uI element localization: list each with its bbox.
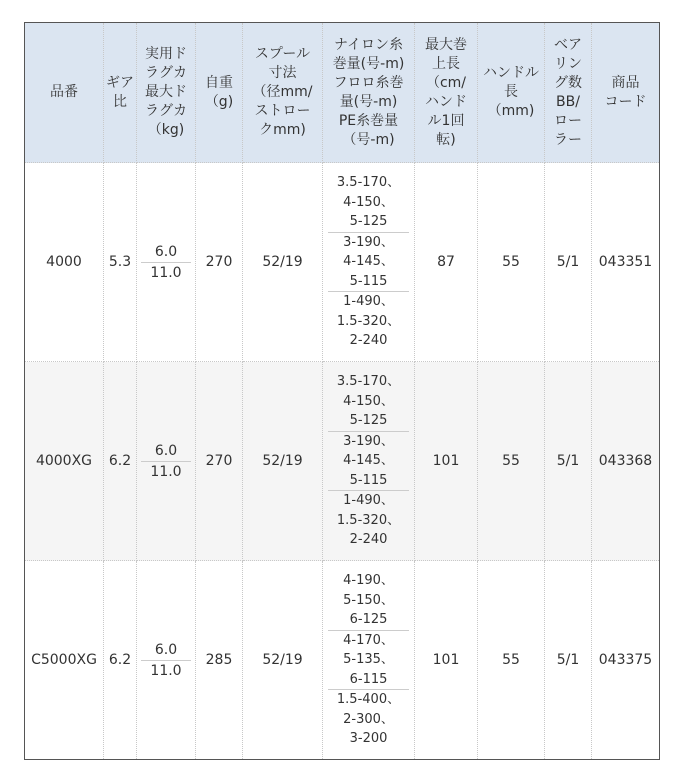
header-line-capacity-line: 量(号-m) [339,93,398,110]
header-spool-line: 寸法 [268,65,297,81]
spool-cell: 52/19 [243,561,323,760]
header-handle-line: 長 [504,84,518,100]
code-cell: 043368 [592,362,660,561]
gear-ratio-cell: 6.2 [104,362,137,561]
header-weight-line: （g) [204,93,234,110]
header-line-capacity-line: ナイロン糸 [333,36,404,53]
header-drag-line: ラグカ [145,103,187,119]
pe-line: 1-490、 [343,294,394,310]
header-line-capacity [323,23,415,163]
header-drag [137,23,196,163]
header-model-line: 品番 [50,84,78,100]
drag-max: 11.0 [141,461,191,480]
header-spool [243,23,323,163]
code-cell: 043375 [592,561,660,760]
pe-capacity [328,490,409,550]
drag-cell [137,163,196,362]
fluoro-line: 4-170、 [343,632,394,648]
model-cell: 4000XG [25,362,104,561]
retrieve-cell: 101 [415,561,478,760]
drag-cell [137,561,196,760]
retrieve-cell: 101 [415,362,478,561]
line-capacity-cell [323,362,415,561]
header-row [25,23,660,163]
retrieve-cell: 87 [415,163,478,362]
handle-cell: 55 [478,561,545,760]
pe-line: 1.5-400、 [336,692,401,708]
header-bearings-line: ロー [554,112,582,129]
fluoro-line: 3-190、 [343,234,394,250]
header-spool-line: （径mm/ [252,84,313,100]
code-cell: 043351 [592,163,660,362]
header-bearings-line: グ数 [554,74,582,91]
header-bearings-line: ベア [554,36,582,53]
header-retrieve-line: 最大巻 [425,36,467,53]
header-handle-line: （mm) [487,103,535,119]
header-retrieve-line: ル1回 [427,112,465,129]
header-retrieve-line: 上長 [432,55,460,72]
spool-cell: 52/19 [243,362,323,561]
nylon-line: 5-125 [349,214,388,230]
header-retrieve [415,23,478,163]
pe-capacity [328,689,409,749]
drag-cell [137,362,196,561]
spool-cell: 52/19 [243,163,323,362]
table-row [25,561,660,760]
handle-cell: 55 [478,362,545,561]
model-cell: 4000 [25,163,104,362]
nylon-capacity [328,571,409,630]
pe-line: 2-240 [349,333,388,349]
drag-practical: 6.0 [154,641,178,658]
header-weight [196,23,243,163]
spec-table [24,22,660,760]
header-drag-line: 最大ド [145,84,187,100]
bearings-cell: 5/1 [545,163,592,362]
fluoro-line: 5-135、 [343,652,394,668]
pe-line: 3-200 [349,731,388,747]
nylon-line: 5-125 [349,413,388,429]
header-code-line: 商品 [611,74,640,91]
drag-max: 11.0 [141,660,191,679]
bearings-cell: 5/1 [545,362,592,561]
gear-ratio-cell: 6.2 [104,561,137,760]
header-spool-line: スプール [254,46,311,62]
fluoro-line: 6-115 [349,671,388,687]
header-line-capacity-line: フロロ糸巻 [333,74,404,91]
header-line-capacity-line: （号-m) [342,131,395,148]
header-spool-line: クmm) [259,122,306,138]
nylon-line: 4-150、 [343,194,394,210]
header-bearings [545,23,592,163]
fluoro-capacity [328,630,409,690]
header-drag-line: ラグカ [145,65,187,81]
nylon-line: 6-125 [349,612,388,628]
fluoro-line: 4-145、 [343,453,394,469]
header-handle-line: ハンドル [483,65,539,81]
header-retrieve-line: ハンド [425,93,467,110]
header-bearings-line: BB/ [556,93,580,110]
header-spool-line: ストロー [254,103,311,119]
table-row [25,163,660,362]
nylon-line: 4-150、 [343,393,394,409]
fluoro-capacity [328,232,409,292]
header-retrieve-line: 転) [436,131,456,148]
header-retrieve-line: （cm/ [425,74,467,91]
weight-cell: 285 [196,561,243,760]
fluoro-line: 4-145、 [343,254,394,270]
model-cell: C5000XG [25,561,104,760]
nylon-line: 3.5-170、 [336,175,401,191]
header-model [25,23,104,163]
pe-capacity [328,291,409,351]
weight-cell: 270 [196,362,243,561]
header-code [592,23,660,163]
header-weight-line: 自重 [205,74,233,91]
header-drag-line: （kg) [147,122,185,138]
pe-line: 1-490、 [343,493,394,509]
nylon-capacity [328,372,409,431]
drag-practical: 6.0 [154,243,178,260]
nylon-line: 4-190、 [343,573,394,589]
header-gear-ratio [104,23,137,163]
weight-cell: 270 [196,163,243,362]
header-drag-line: 実用ド [145,46,187,62]
header-gear-ratio-line: 比 [113,93,127,110]
header-line-capacity-line: 巻量(号-m) [332,55,405,72]
handle-cell: 55 [478,163,545,362]
header-code-line: コード [604,93,647,110]
header-bearings-line: リン [554,55,582,72]
table-row [25,362,660,561]
fluoro-line: 3-190、 [343,433,394,449]
header-handle [478,23,545,163]
pe-line: 1.5-320、 [336,512,401,528]
nylon-line: 5-150、 [343,592,394,608]
pe-line: 2-240 [349,532,388,548]
drag-max: 11.0 [141,262,191,281]
pe-line: 1.5-320、 [336,313,401,329]
fluoro-line: 5-115 [349,273,388,289]
line-capacity-cell [323,163,415,362]
header-bearings-line: ラー [554,131,582,148]
fluoro-capacity [328,431,409,491]
line-capacity-cell [323,561,415,760]
fluoro-line: 5-115 [349,472,388,488]
bearings-cell: 5/1 [545,561,592,760]
header-gear-ratio-line: ギア [106,74,134,91]
drag-practical: 6.0 [154,442,178,459]
pe-line: 2-300、 [343,711,394,727]
gear-ratio-cell: 5.3 [104,163,137,362]
nylon-line: 3.5-170、 [336,374,401,390]
nylon-capacity [328,173,409,232]
header-line-capacity-line: PE糸巻量 [338,112,399,129]
